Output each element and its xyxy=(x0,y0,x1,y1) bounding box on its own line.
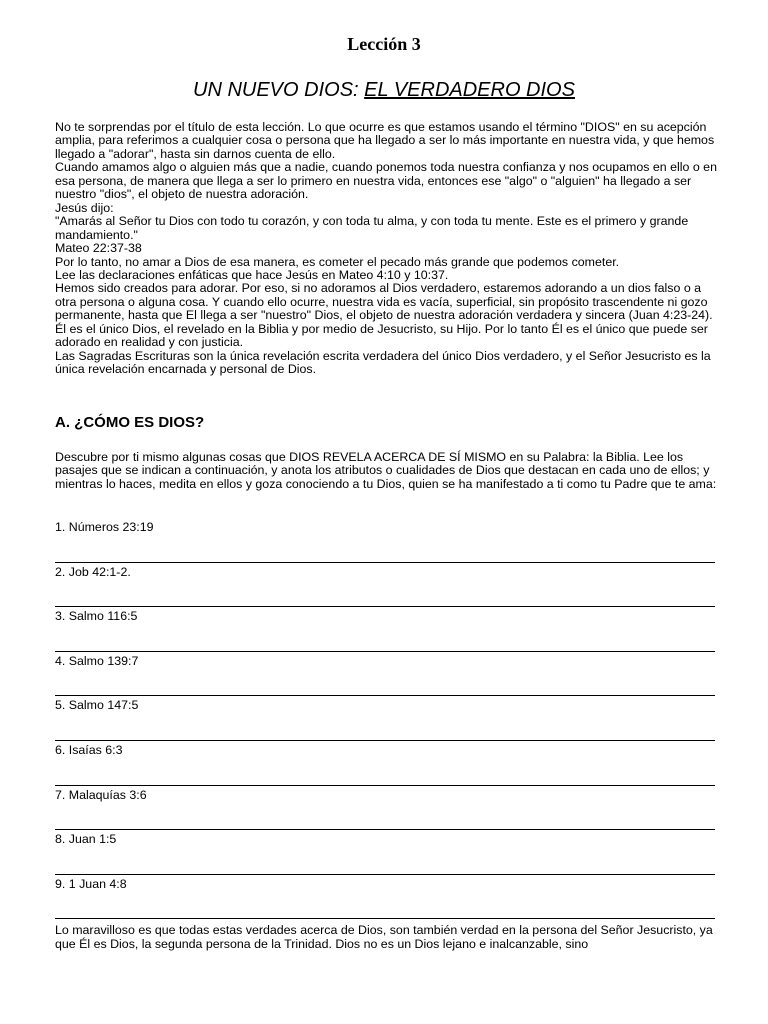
closing-paragraph: Lo maravilloso es que todas estas verdades acerca de Dios, son también verdad en la persona del Señor Jesucristo, ya que Él es Dios, la segunda persona de la Trinidad. Dios no es un Dios lejano e inalcanzable, sino xyxy=(55,923,713,951)
intro-paragraph: "Amarás al Señor tu Dios con todo tu corazón, y con toda tu alma, y con toda tu mente. Este es el primero y grande mandamiento." xyxy=(55,214,689,242)
passage-item: 9. 1 Juan 4:8 xyxy=(55,875,715,920)
intro-paragraph: Hemos sido creados para adorar. Por eso, si no adoramos al Dios verdadero, estaremos adorando a un dios falso o a otra persona o alguna cosa. Y cuando ello ocurre, nuestra vida es vacía, superficial, sin propósito trascendente ni gozo permanente, hasta que El llega a ser "nuestro" Dios, el objeto de nuestra adoración verdadera y sincera (Juan 4:23-24). xyxy=(55,281,713,323)
intro-paragraph: Cuando amamos algo o alguien más que a nadie, cuando ponemos toda nuestra confianza y nos ocupamos en ello o en esa persona, de manera que llega a ser lo primero en nuestra vida, entonces ese "algo" o "alguien" ha llegado a ser nuestro "dios", el objeto de nuestra adoración. xyxy=(55,160,717,202)
passage-item: 3. Salmo 116:5 xyxy=(55,607,715,652)
intro-paragraph: Lee las declaraciones enfáticas que hace Jesús en Mateo 4:10 y 10:37. xyxy=(55,267,449,282)
intro-paragraph: Jesús dijo: xyxy=(55,200,114,215)
section-a-description: Descubre por ti mismo algunas cosas que DIOS REVELA ACERCA DE SÍ MISMO en su Palabra: la Biblia. Lee los pasajes que se indican a continuación, y anota los atributos o cualidades de Dios que destacan en cada uno de ellos; y mientras lo haces, medita en ellos y goza conociendo a tu Dios, quien se ha manifestado a ti como tu Padre que te ama: xyxy=(55,450,717,491)
passage-item: 7. Malaquías 3:6 xyxy=(55,786,715,831)
passage-item: 2. Job 42:1-2. xyxy=(55,563,715,608)
page-title xyxy=(0,79,768,102)
title-part-2: EL VERDADERO DIOS xyxy=(364,79,575,101)
lesson-heading: Lección 3 xyxy=(347,34,421,54)
intro-paragraph: No te sorprendas por el título de esta lección. Lo que ocurre es que estamos usando el término "DIOS" en su acepción amplia, para referimos a cualquier cosa o persona que ha llegado a ser lo más importante en nuestra vida, y que hemos llegado a "adorar", hasta sin darnos cuenta de ello. xyxy=(55,120,715,161)
passage-item: 1. Números 23:19 xyxy=(55,518,715,563)
section-a-heading: A. ¿CÓMO ES DIOS? xyxy=(55,414,205,431)
intro-paragraph: Él es el único Dios, el revelado en la Biblia y por medio de Jesucristo, su Hijo. Por lo tanto Él es el único que puede ser adorado en realidad y con justicia. xyxy=(55,321,708,350)
intro-paragraph: Por lo tanto, no amar a Dios de esa manera, es cometer el pecado más grande que podemos cometer. xyxy=(55,254,620,269)
intro-paragraph: Las Sagradas Escrituras son la única revelación escrita verdadera del único Dios verdadero, y el Señor Jesucristo es la única revelación encarnada y personal de Dios. xyxy=(55,348,711,377)
passage-item: 8. Juan 1:5 xyxy=(55,830,715,875)
passage-item: 6. Isaías 6:3 xyxy=(55,741,715,786)
passage-item: 4. Salmo 139:7 xyxy=(55,652,715,697)
title-part-1: UN NUEVO DIOS: xyxy=(193,79,365,101)
intro-paragraph: Mateo 22:37-38 xyxy=(55,241,142,256)
passage-list xyxy=(55,518,715,919)
passage-item: 5. Salmo 147:5 xyxy=(55,696,715,741)
intro-text xyxy=(55,121,720,377)
